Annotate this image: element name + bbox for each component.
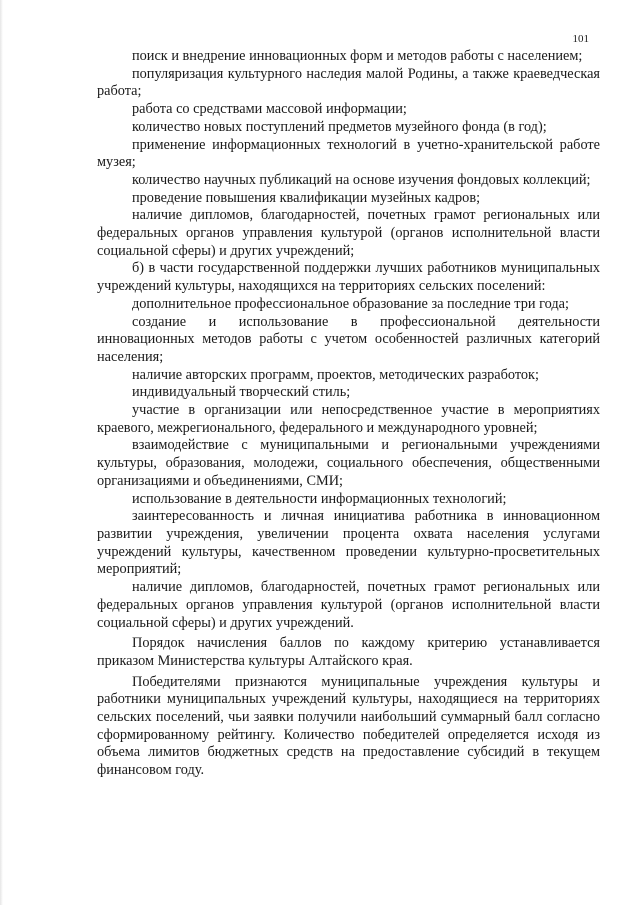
scan-edge [0, 0, 3, 905]
paragraph-3: работа со средствами массовой информации; [132, 101, 407, 118]
paragraph-13: индивидуальный творческий стиль; [132, 384, 351, 401]
paragraph-17: заинтересованность и личная инициатива работника в инновационном развитии учреждения, увеличении процента охвата населения услугами учреждений культуры, качественном проведении культурно-просветительных мероприятий; [97, 508, 600, 578]
paragraph-19: Порядок начисления баллов по каждому критерию устанавливается приказом Министерства культуры Алтайского края. [97, 635, 600, 669]
paragraph-11: создание и использование в профессиональной деятельности инновационных методов работы с учетом особенностей различных категорий населения; [97, 313, 600, 365]
paragraph-1: поиск и внедрение инновационных форм и методов работы с населением; [132, 48, 583, 64]
paragraph-10: дополнительное профессиональное образование за последние три года; [132, 295, 569, 312]
paragraph-6: количество научных публикаций на основе изучения фондовых коллекций; [132, 171, 591, 188]
paragraph-7: проведение повышения квалификации музейных кадров; [132, 189, 481, 206]
paragraph-16: использование в деятельности информационных технологий; [132, 490, 507, 507]
paragraph-20: Победителями признаются муниципальные учреждения культуры и работники муниципальных учреждений культуры, находящиеся на территориях сельских поселений, чьи заявки получили наибольший суммарный балл согласно сформированному рейтингу. Количество победителей определяется исходя из объема лимитов бюджетных средств на предоставление субсидий в текущем финансовом году. [97, 673, 600, 779]
paragraph-15: взаимодействие с муниципальными и региональными учреждениями культуры, образования, молодежи, социального обеспечения, общественными организациями и объединениями, СМИ; [97, 437, 600, 489]
paragraph-14: участие в организации или непосредственное участие в мероприятиях краевого, межрегионального, федерального и международного уровней; [97, 402, 600, 436]
document-body [97, 48, 600, 780]
paragraph-4: количество новых поступлений предметов музейного фонда (в год); [132, 118, 547, 135]
paragraph-12: наличие авторских программ, проектов, методических разработок; [132, 366, 539, 383]
paragraph-18: наличие дипломов, благодарностей, почетных грамот региональных или федеральных органов управления культурой (органов исполнительной власти социальной сферы) и других учреждений. [97, 579, 600, 631]
paragraph-2: популяризация культурного наследия малой Родины, а также краеведческая работа; [97, 65, 600, 100]
paragraph-5: применение информационных технологий в учетно-хранительской работе музея; [97, 136, 600, 171]
page-number: 101 [572, 33, 589, 45]
paragraph-8: наличие дипломов, благодарностей, почетных грамот региональных или федеральных органов управления культурой (органов исполнительной власти социальной сферы) и других учреждений; [97, 207, 600, 259]
paragraph-9: б) в части государственной поддержки лучших работников муниципальных учреждений культуры, находящихся на территориях сельских поселений: [97, 260, 600, 295]
